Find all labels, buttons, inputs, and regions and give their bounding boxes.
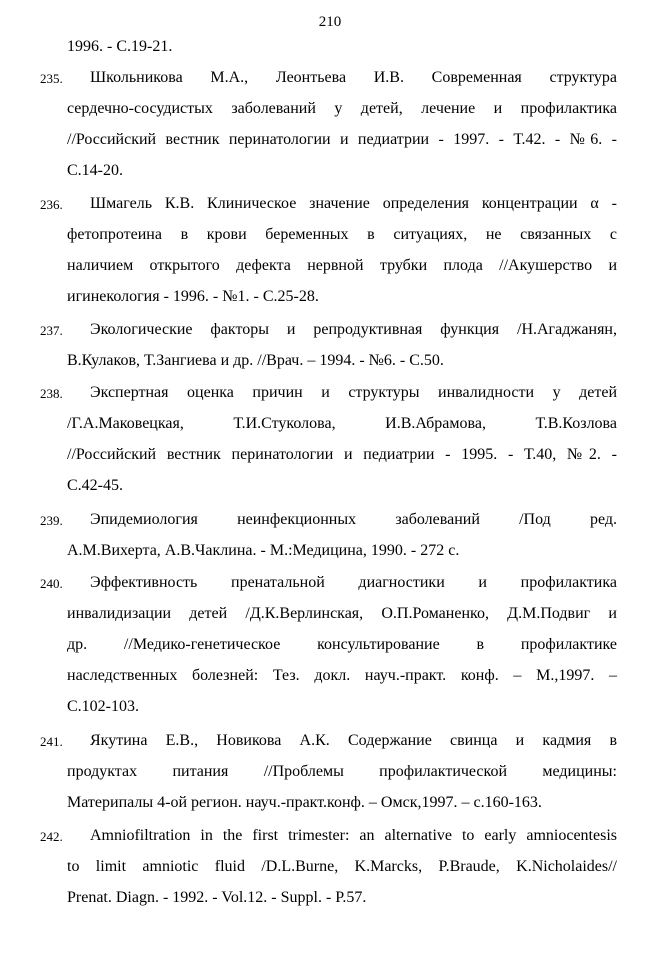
reference-line: фетопротеина в крови беременных в ситуациях, не связанных с	[67, 226, 617, 243]
reference-line: наследственных болезней: Тез. докл. науч.-практ. конф. – М.,1997. –	[67, 667, 617, 684]
reference-line: Шмагель К.В. Клиническое значение определения концентрации α -	[90, 195, 617, 212]
reference-line: //Российский вестник перинатологии и педиатрии - 1997. - Т.42. - №6. -	[67, 131, 617, 148]
reference-number: 237.	[40, 323, 63, 338]
reference-line: Экологические факторы и репродуктивная функция /Н.Агаджанян,	[90, 321, 617, 338]
continuation-line: 1996. - С.19-21.	[67, 38, 173, 55]
reference-line: Эпидемиология неинфекционных заболеваний /Под ред.	[90, 511, 617, 528]
reference-line: наличием открытого дефекта нервной трубки плода //Акушерство и	[67, 257, 617, 274]
reference-line: Якутина Е.В., Новикова А.К. Содержание свинца и кадмия в	[90, 732, 617, 749]
reference-line: Школьникова М.А., Леонтьева И.В. Современная структура	[90, 69, 617, 86]
reference-line: Материпалы 4-ой регион. науч.-практ.конф. – Омск,1997. – с.160-163.	[67, 794, 542, 811]
reference-line: Экспертная оценка причин и структуры инвалидности у детей	[90, 384, 617, 401]
reference-line: С.42-45.	[67, 477, 123, 494]
reference-line: игинекология - 1996. - №1. - С.25-28.	[67, 288, 319, 305]
reference-line: С.14-20.	[67, 162, 123, 179]
reference-line: Prenat. Diagn. - 1992. - Vol.12. - Suppl. - P.57.	[67, 889, 367, 906]
reference-line: продуктах питания //Проблемы профилактической медицины:	[67, 763, 617, 780]
page-number: 210	[318, 14, 342, 30]
reference-line: инвалидизации детей /Д.К.Верлинская, О.П.Романенко, Д.М.Подвиг и	[67, 605, 617, 622]
reference-line: Эффективность пренатальной диагностики и профилактика	[90, 574, 617, 591]
reference-number: 235.	[40, 71, 63, 86]
reference-number: 239.	[40, 513, 63, 528]
reference-line: /Г.А.Маковецкая, Т.И.Стуколова, И.В.Абрамова, Т.В.Козлова	[67, 415, 617, 432]
reference-line: to limit amniotic fluid /D.L.Burne, K.Marcks, P.Braude, K.Nicholaides//	[67, 858, 617, 875]
reference-number: 240.	[40, 576, 63, 591]
reference-number: 241.	[40, 734, 63, 749]
reference-line: сердечно-сосудистых заболеваний у детей, лечение и профилактика	[67, 100, 617, 117]
reference-number: 238.	[40, 386, 63, 401]
reference-line: Amniofiltration in the first trimester: an alternative to early amniocentesis	[90, 827, 617, 844]
reference-number: 236.	[40, 197, 63, 212]
reference-line: //Российский вестник перинатологии и педиатрии - 1995. - Т.40, №2. -	[67, 446, 617, 463]
reference-number: 242.	[40, 829, 63, 844]
reference-line: С.102-103.	[67, 698, 139, 715]
reference-line: В.Кулаков, Т.Зангиева и др. //Врач. – 1994. - №6. - С.50.	[67, 352, 444, 369]
reference-line: др. //Медико-генетическое консультирование в профилактике	[67, 636, 617, 653]
reference-line: А.М.Вихерта, А.В.Чаклина. - М.:Медицина, 1990. - 272 с.	[67, 542, 460, 559]
